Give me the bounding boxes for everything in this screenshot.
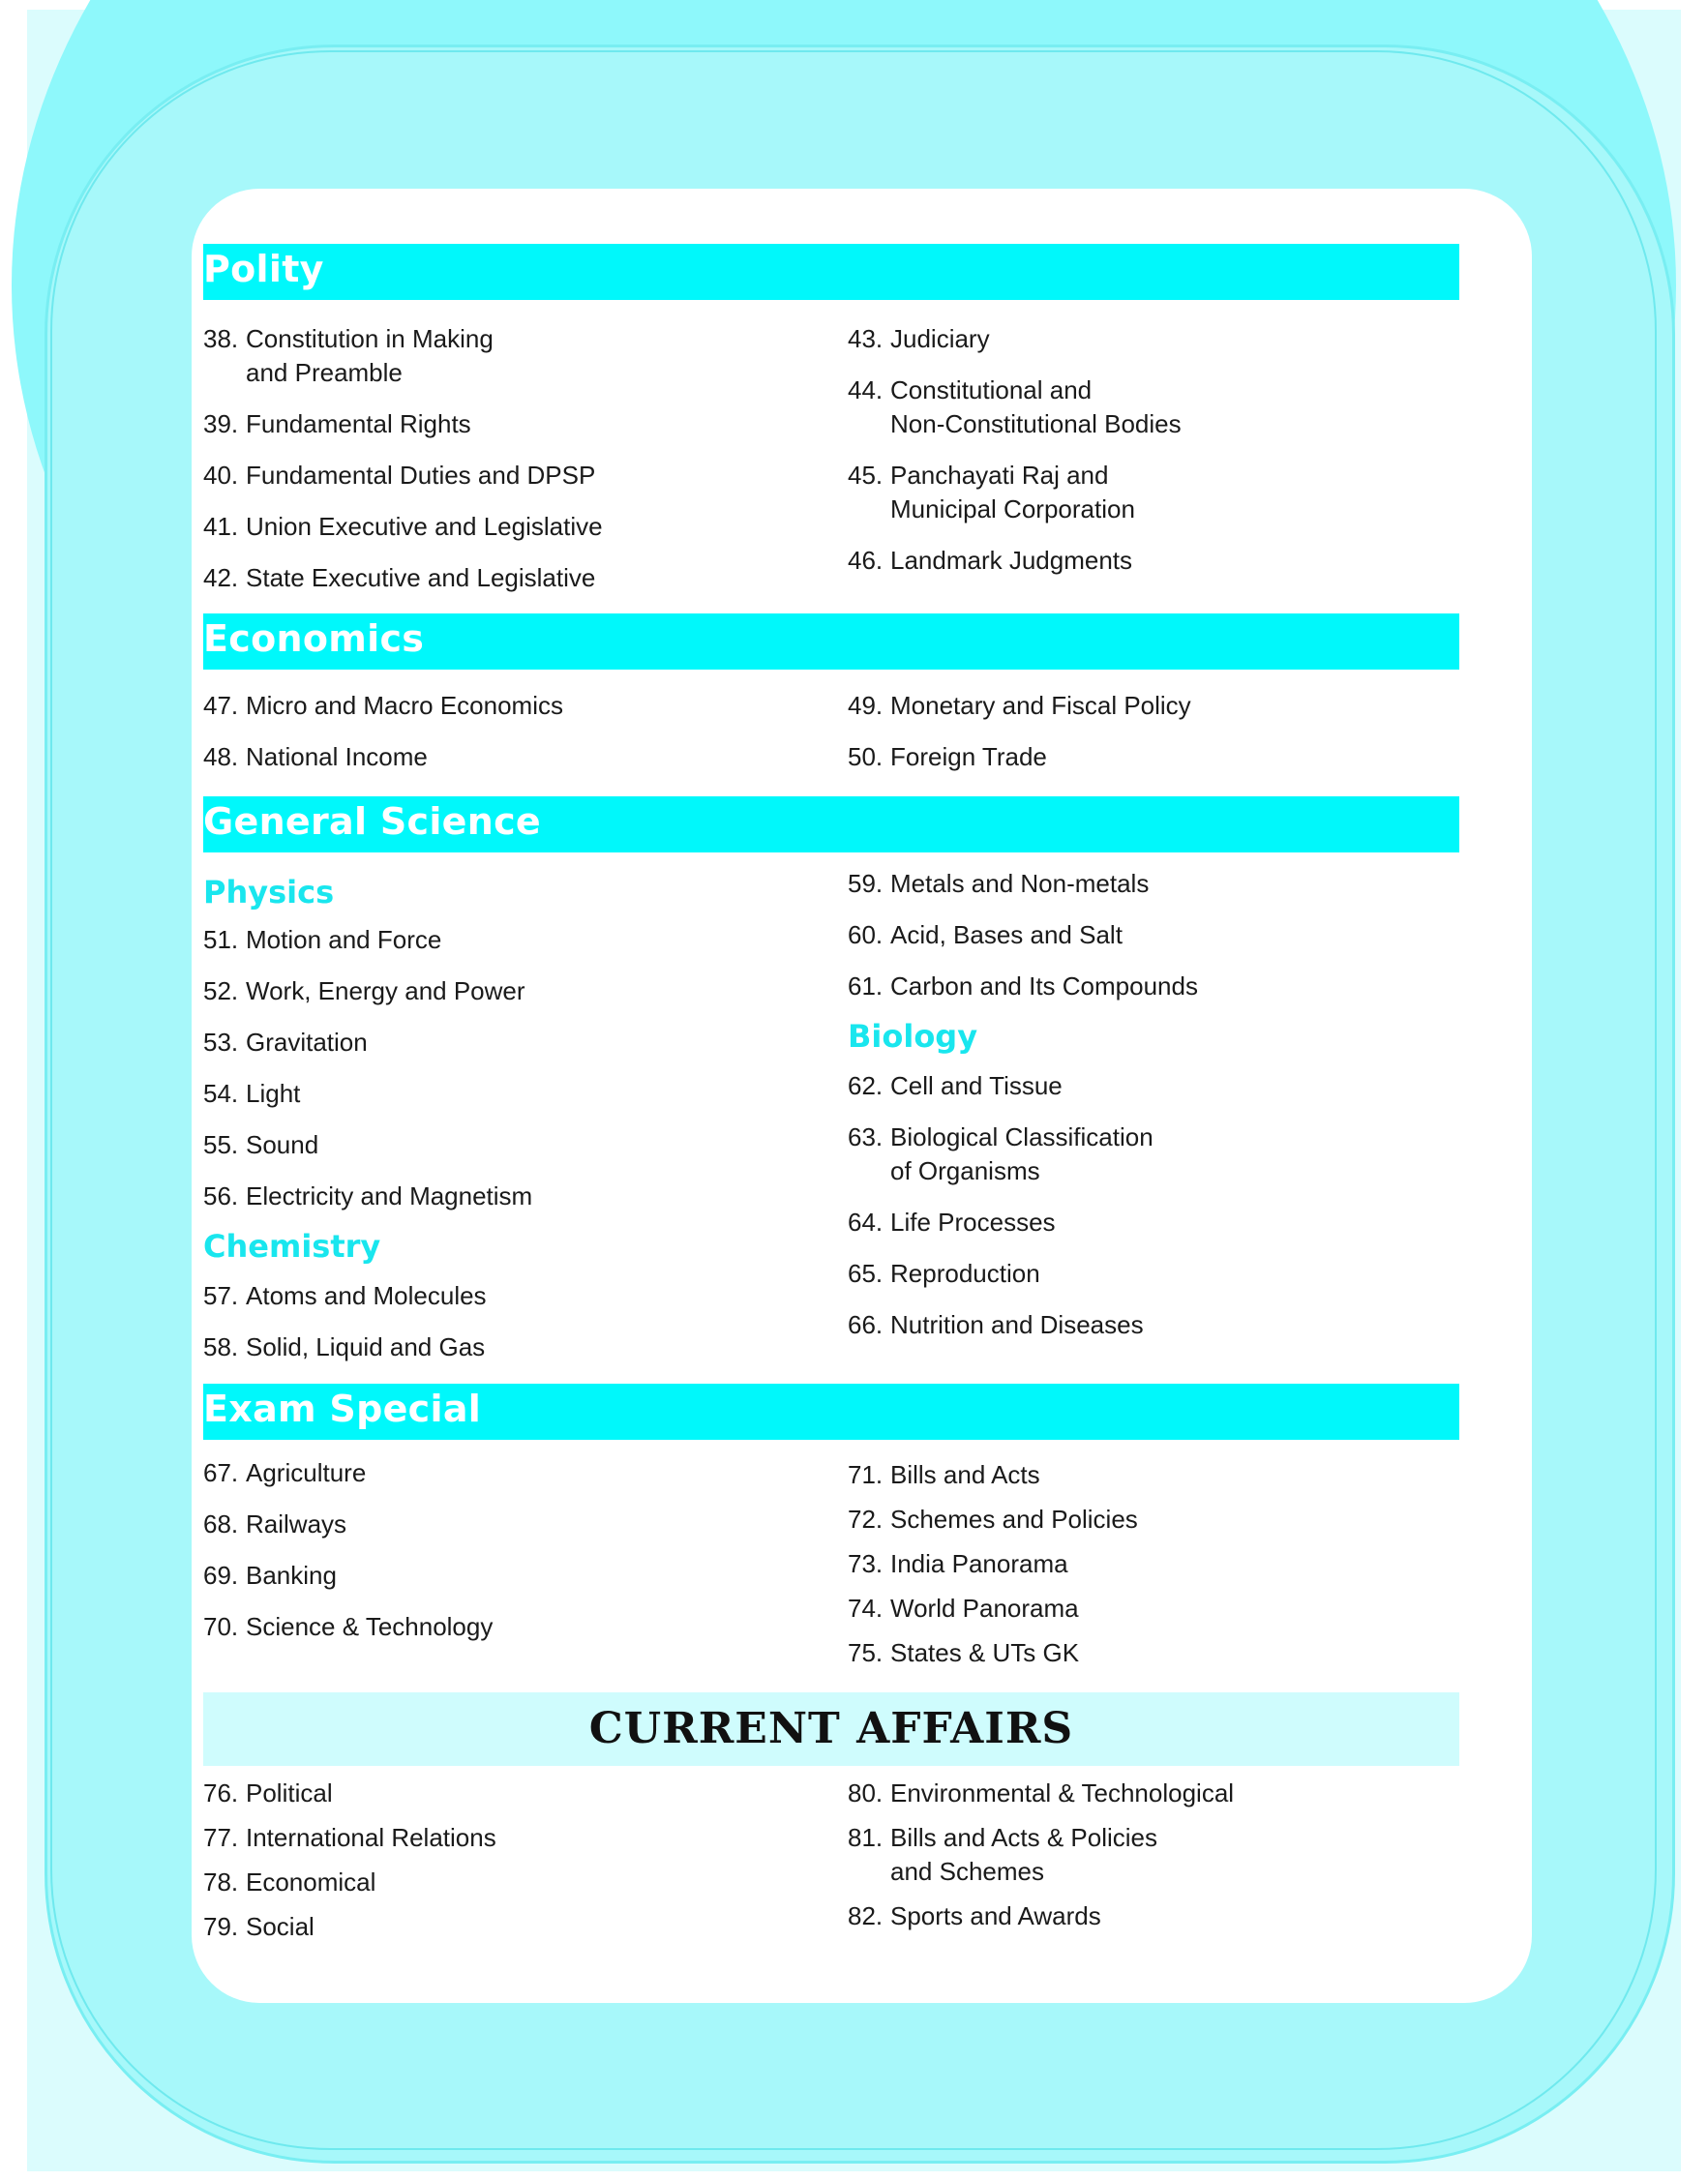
item-number: 58. xyxy=(203,1332,239,1361)
item-number: 48. xyxy=(203,742,239,771)
item-text-wrap xyxy=(246,1559,803,1593)
item-number: 46. xyxy=(848,546,884,575)
item-number: 40. xyxy=(203,461,239,490)
item-number: 75. xyxy=(848,1638,884,1667)
item-number: 79. xyxy=(203,1912,239,1941)
item-text: Life Processes xyxy=(890,1208,1056,1237)
physics-list xyxy=(203,923,803,1213)
item-text-wrap xyxy=(890,1257,1448,1291)
item-text: Metals and Non-metals xyxy=(890,869,1150,898)
list-item xyxy=(848,1257,1448,1291)
item-text-wrap xyxy=(246,740,803,774)
item-text: Motion and Force xyxy=(246,925,442,954)
item-text-wrap xyxy=(890,740,1448,774)
list-item xyxy=(848,1503,1448,1537)
item-number: 54. xyxy=(203,1079,239,1108)
list-item xyxy=(848,1821,1448,1889)
list-item xyxy=(203,923,803,957)
item-text: World Panorama xyxy=(890,1594,1079,1623)
item-text-wrap xyxy=(246,1077,803,1111)
list-item xyxy=(203,1821,803,1855)
biology-list xyxy=(848,1069,1448,1342)
item-text-continued: Non-Constitutional Bodies xyxy=(890,409,1182,438)
item-text: Fundamental Rights xyxy=(246,409,471,438)
list-item xyxy=(848,1592,1448,1626)
item-text-wrap xyxy=(890,1458,1448,1492)
item-text: Foreign Trade xyxy=(890,742,1047,771)
section-header-economics xyxy=(203,613,1459,670)
item-text-wrap xyxy=(246,407,803,441)
item-text-wrap xyxy=(246,322,803,390)
list-item xyxy=(848,740,1448,774)
item-text: Carbon and Its Compounds xyxy=(890,971,1198,1001)
item-number: 70. xyxy=(203,1612,239,1641)
item-text-wrap xyxy=(246,1128,803,1162)
item-number: 38. xyxy=(203,324,239,353)
item-text-wrap xyxy=(246,459,803,493)
list-item xyxy=(203,1026,803,1060)
item-text-wrap xyxy=(890,1821,1448,1889)
list-item xyxy=(848,867,1448,901)
item-number: 65. xyxy=(848,1259,884,1288)
section-title: Exam Special xyxy=(203,1388,482,1430)
item-number: 63. xyxy=(848,1122,884,1151)
item-text-wrap xyxy=(890,459,1448,526)
item-number: 81. xyxy=(848,1823,884,1852)
item-text: Political xyxy=(246,1778,333,1808)
item-text-wrap xyxy=(246,1330,803,1364)
item-text: Fundamental Duties and DPSP xyxy=(246,461,596,490)
item-text: Monetary and Fiscal Policy xyxy=(890,691,1191,720)
item-text-wrap xyxy=(246,1910,803,1944)
item-text-wrap xyxy=(890,1547,1448,1581)
item-text-wrap xyxy=(890,970,1448,1003)
list-item xyxy=(848,689,1448,723)
list-item xyxy=(203,1508,803,1541)
item-number: 49. xyxy=(848,691,884,720)
item-text: Railways xyxy=(246,1509,347,1539)
list-item xyxy=(203,1559,803,1593)
item-number: 45. xyxy=(848,461,884,490)
item-text: Landmark Judgments xyxy=(890,546,1133,575)
section-title: Polity xyxy=(203,248,324,290)
item-text: Sound xyxy=(246,1130,319,1159)
item-text: Judiciary xyxy=(890,324,990,353)
list-item xyxy=(203,1128,803,1162)
item-text: Work, Energy and Power xyxy=(246,976,525,1005)
item-text: Social xyxy=(246,1912,315,1941)
item-text-wrap xyxy=(246,1279,803,1313)
item-number: 43. xyxy=(848,324,884,353)
item-text: Bills and Acts xyxy=(890,1460,1040,1489)
item-text: Light xyxy=(246,1079,301,1108)
item-text-wrap xyxy=(246,510,803,544)
item-text-wrap xyxy=(890,1636,1448,1670)
item-text: Gravitation xyxy=(246,1028,368,1057)
item-number: 57. xyxy=(203,1281,239,1310)
list-item xyxy=(848,1777,1448,1810)
item-number: 69. xyxy=(203,1561,239,1590)
item-text-wrap xyxy=(246,923,803,957)
item-number: 74. xyxy=(848,1594,884,1623)
item-number: 76. xyxy=(203,1778,239,1808)
list-item xyxy=(203,1777,803,1810)
item-text: Agriculture xyxy=(246,1458,367,1487)
item-number: 72. xyxy=(848,1505,884,1534)
item-text-wrap xyxy=(890,1308,1448,1342)
current-affairs-right-list xyxy=(848,1777,1448,1933)
item-number: 41. xyxy=(203,512,239,541)
item-text-wrap xyxy=(890,689,1448,723)
item-text: Schemes and Policies xyxy=(890,1505,1138,1534)
item-text: International Relations xyxy=(246,1823,496,1852)
item-number: 52. xyxy=(203,976,239,1005)
item-text: Science & Technology xyxy=(246,1612,494,1641)
section-title: CURRENT AFFAIRS xyxy=(588,1704,1074,1753)
item-number: 59. xyxy=(848,869,884,898)
list-item xyxy=(848,1120,1448,1188)
item-text-wrap xyxy=(246,1866,803,1899)
list-item xyxy=(203,689,803,723)
subheading-chemistry: Chemistry xyxy=(203,1228,381,1265)
item-number: 55. xyxy=(203,1130,239,1159)
list-item xyxy=(203,1279,803,1313)
item-number: 80. xyxy=(848,1778,884,1808)
item-text-wrap xyxy=(246,1456,803,1490)
item-text-continued: and Preamble xyxy=(246,358,403,387)
item-number: 71. xyxy=(848,1460,884,1489)
section-header-exam-special xyxy=(203,1384,1459,1440)
list-item xyxy=(203,459,803,493)
item-text: Bills and Acts & Policies xyxy=(890,1823,1158,1852)
section-title: General Science xyxy=(203,800,541,843)
list-item xyxy=(848,1899,1448,1933)
list-item xyxy=(848,1069,1448,1103)
item-text-wrap xyxy=(246,1821,803,1855)
item-text: Environmental & Technological xyxy=(890,1778,1235,1808)
item-number: 56. xyxy=(203,1181,239,1210)
list-item xyxy=(203,1610,803,1644)
current-affairs-left-list xyxy=(203,1777,803,1944)
item-text: States & UTs GK xyxy=(890,1638,1080,1667)
item-text-wrap xyxy=(890,1206,1448,1240)
item-text-wrap xyxy=(246,1777,803,1810)
item-number: 77. xyxy=(203,1823,239,1852)
list-item xyxy=(203,322,803,390)
item-number: 64. xyxy=(848,1208,884,1237)
general-science-right-column xyxy=(848,867,1448,1342)
item-text-wrap xyxy=(246,689,803,723)
item-text-wrap xyxy=(890,867,1448,901)
item-text: Panchayati Raj and xyxy=(890,461,1109,490)
item-number: 50. xyxy=(848,742,884,771)
item-text: Micro and Macro Economics xyxy=(246,691,563,720)
item-text: India Panorama xyxy=(890,1549,1068,1578)
item-text-wrap xyxy=(890,918,1448,952)
item-text: Cell and Tissue xyxy=(890,1071,1063,1100)
polity-right-list xyxy=(848,322,1448,578)
item-number: 68. xyxy=(203,1509,239,1539)
item-text-wrap xyxy=(246,1610,803,1644)
list-item xyxy=(203,740,803,774)
item-text-wrap xyxy=(890,373,1448,441)
item-number: 62. xyxy=(848,1071,884,1100)
list-item xyxy=(203,1330,803,1364)
item-number: 61. xyxy=(848,971,884,1001)
chemistry-right-list xyxy=(848,867,1448,1003)
item-text: State Executive and Legislative xyxy=(246,563,596,592)
item-text: Nutrition and Diseases xyxy=(890,1310,1144,1339)
item-text: Atoms and Molecules xyxy=(246,1281,487,1310)
item-text-wrap xyxy=(890,322,1448,356)
item-number: 51. xyxy=(203,925,239,954)
item-text-wrap xyxy=(890,1899,1448,1933)
general-science-left-column xyxy=(203,873,803,1364)
item-text-wrap xyxy=(890,544,1448,578)
list-item xyxy=(203,974,803,1008)
item-number: 66. xyxy=(848,1310,884,1339)
item-text-wrap xyxy=(246,561,803,595)
item-number: 78. xyxy=(203,1867,239,1897)
item-text: Union Executive and Legislative xyxy=(246,512,603,541)
item-text-wrap xyxy=(890,1592,1448,1626)
list-item xyxy=(203,1456,803,1490)
item-number: 73. xyxy=(848,1549,884,1578)
list-item xyxy=(848,1547,1448,1581)
list-item xyxy=(848,1206,1448,1240)
list-item xyxy=(203,510,803,544)
list-item xyxy=(848,373,1448,441)
list-item xyxy=(203,561,803,595)
item-text-continued: and Schemes xyxy=(890,1857,1044,1886)
item-text-wrap xyxy=(246,974,803,1008)
list-item xyxy=(848,322,1448,356)
list-item xyxy=(203,1180,803,1213)
subheading-biology: Biology xyxy=(848,1018,978,1055)
chemistry-left-list xyxy=(203,1279,803,1364)
item-text: Reproduction xyxy=(890,1259,1040,1288)
list-item xyxy=(203,1866,803,1899)
item-number: 60. xyxy=(848,920,884,949)
item-number: 44. xyxy=(848,375,884,404)
list-item xyxy=(203,1077,803,1111)
list-item xyxy=(848,1636,1448,1670)
item-text: Solid, Liquid and Gas xyxy=(246,1332,486,1361)
section-header-general-science xyxy=(203,796,1459,852)
subheading-physics: Physics xyxy=(203,874,335,911)
exam-special-left-list xyxy=(203,1456,803,1644)
item-text-wrap xyxy=(890,1069,1448,1103)
item-text-wrap xyxy=(246,1180,803,1213)
item-text-wrap xyxy=(890,1503,1448,1537)
list-item xyxy=(848,970,1448,1003)
item-text: Banking xyxy=(246,1561,337,1590)
item-text: Biological Classification xyxy=(890,1122,1154,1151)
section-header-current-affairs xyxy=(203,1692,1459,1766)
economics-right-list xyxy=(848,689,1448,774)
list-item xyxy=(848,1308,1448,1342)
item-text: Economical xyxy=(246,1867,376,1897)
list-item xyxy=(203,1910,803,1944)
list-item xyxy=(848,918,1448,952)
item-number: 67. xyxy=(203,1458,239,1487)
item-number: 47. xyxy=(203,691,239,720)
item-text: National Income xyxy=(246,742,428,771)
item-text-wrap xyxy=(890,1120,1448,1188)
item-number: 82. xyxy=(848,1901,884,1930)
list-item xyxy=(848,544,1448,578)
section-header-polity xyxy=(203,244,1459,300)
item-text: Constitutional and xyxy=(890,375,1093,404)
item-text: Electricity and Magnetism xyxy=(246,1181,533,1210)
item-number: 39. xyxy=(203,409,239,438)
item-text: Acid, Bases and Salt xyxy=(890,920,1123,949)
list-item xyxy=(203,407,803,441)
item-text-continued: Municipal Corporation xyxy=(890,494,1135,523)
item-text: Sports and Awards xyxy=(890,1901,1101,1930)
item-number: 42. xyxy=(203,563,239,592)
economics-left-list xyxy=(203,689,803,774)
item-text: Constitution in Making xyxy=(246,324,494,353)
item-text-wrap xyxy=(246,1508,803,1541)
item-text-wrap xyxy=(890,1777,1448,1810)
list-item xyxy=(848,459,1448,526)
item-text-continued: of Organisms xyxy=(890,1156,1040,1185)
item-number: 53. xyxy=(203,1028,239,1057)
section-title: Economics xyxy=(203,617,425,660)
exam-special-right-list xyxy=(848,1458,1448,1670)
polity-left-list xyxy=(203,322,803,595)
list-item xyxy=(848,1458,1448,1492)
item-text-wrap xyxy=(246,1026,803,1060)
